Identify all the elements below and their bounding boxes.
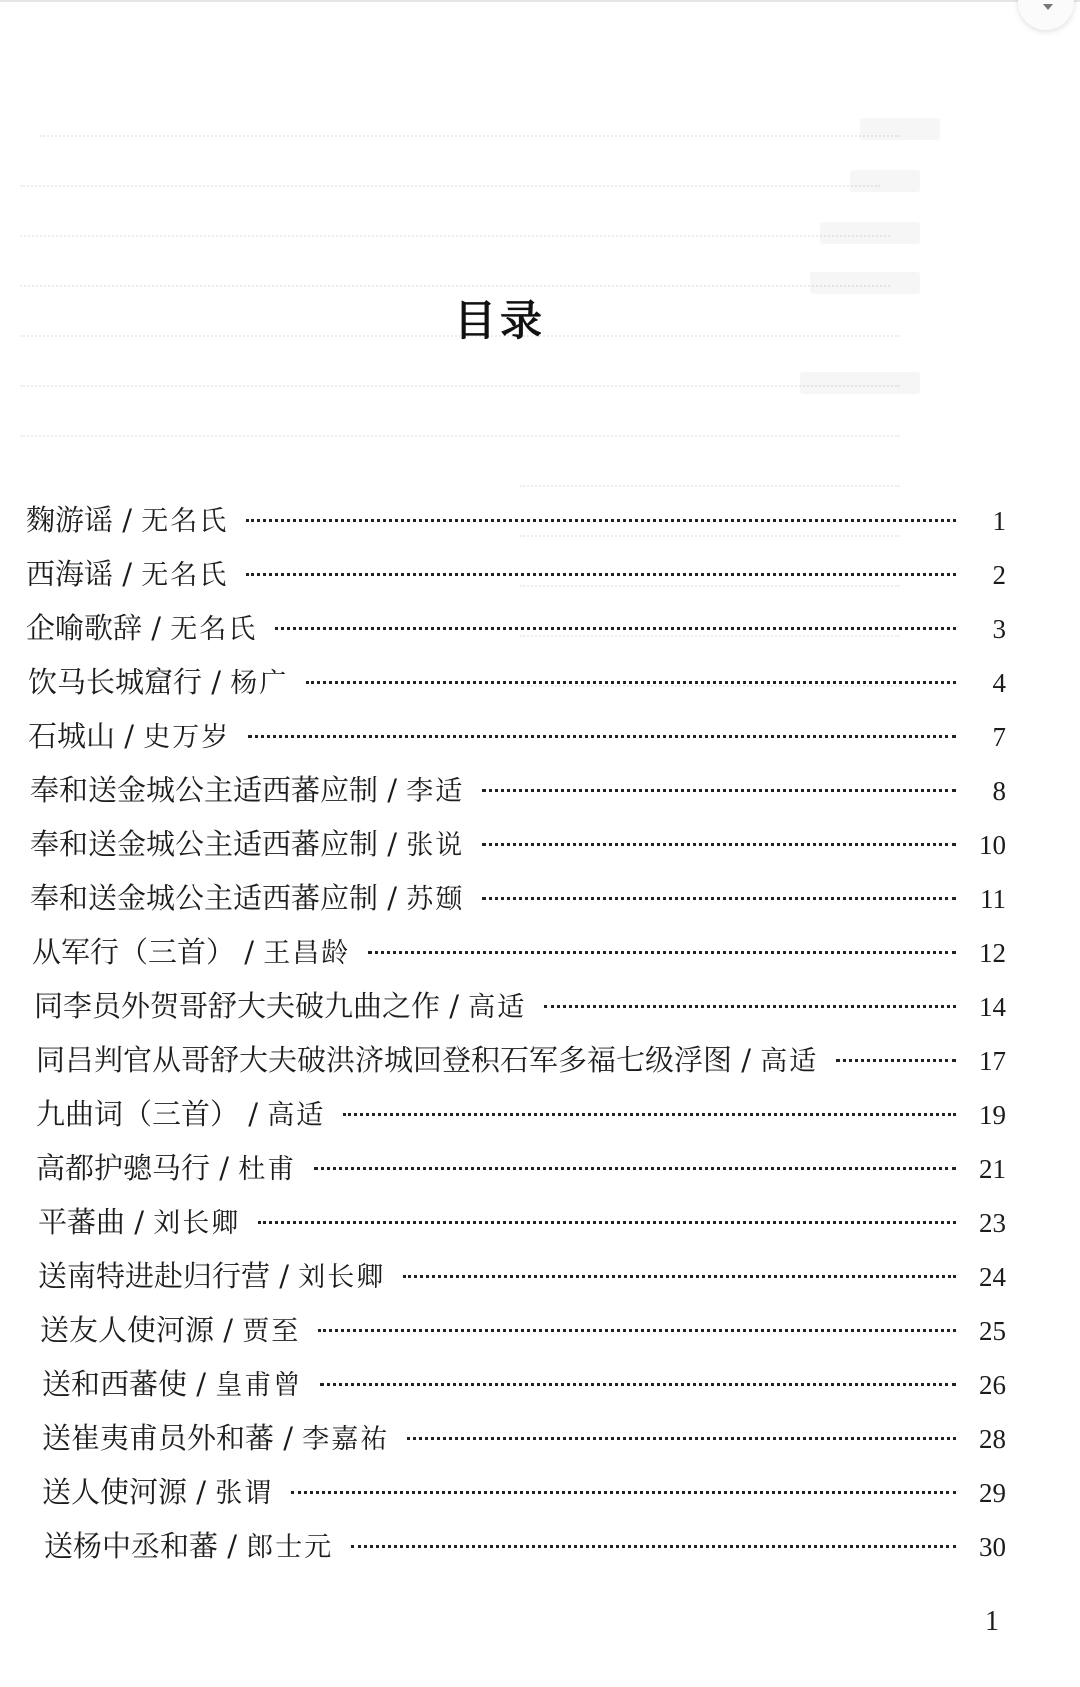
title-author-separator: / xyxy=(125,1205,154,1239)
toc-entry-page: 23 xyxy=(979,1208,1006,1238)
title-author-separator: / xyxy=(214,1313,243,1347)
title-author-separator: / xyxy=(378,773,407,807)
toc-entry-title: 同李员外贺哥舒大夫破九曲之作 xyxy=(34,989,441,1023)
toc-entry[interactable] xyxy=(26,1256,1006,1310)
toc-entry-author: 杨广 xyxy=(230,668,289,699)
toc-entry-author: 郎士元 xyxy=(246,1532,334,1563)
toc-entry[interactable] xyxy=(26,986,1006,1040)
toc-entry-page: 24 xyxy=(979,1262,1006,1292)
toc-entry-page: 2 xyxy=(992,560,1006,590)
toc-entry[interactable] xyxy=(26,1526,1006,1580)
title-author-separator: / xyxy=(113,557,142,591)
toc-entry-author: 无名氏 xyxy=(141,506,229,537)
dot-leader xyxy=(368,949,956,954)
toc-entry-title: 送杨中丞和蕃 xyxy=(44,1529,219,1563)
toc-entry-title: 奉和送金城公主适西蕃应制 xyxy=(30,827,379,861)
title-author-separator: / xyxy=(113,503,142,537)
toc-entry[interactable] xyxy=(26,1418,1006,1472)
toc-entry[interactable] xyxy=(26,500,1006,554)
toc-entry-author: 苏颋 xyxy=(406,884,465,915)
toc-entry[interactable] xyxy=(26,1202,1006,1256)
toc-entry[interactable] xyxy=(26,1364,1006,1418)
toc-entry-author: 高适 xyxy=(468,992,527,1023)
toc-entry-title: 送和西蕃使 xyxy=(42,1367,188,1401)
toc-entry-author: 无名氏 xyxy=(170,614,258,645)
chevron-down-icon xyxy=(1043,4,1053,10)
toc-entry-title: 送友人使河源 xyxy=(40,1313,215,1347)
dot-leader xyxy=(544,1003,956,1008)
toc-entry-title: 西海谣 xyxy=(26,557,114,591)
toc-entry-author: 张谓 xyxy=(215,1478,274,1509)
toc-entry-title: 送崔夷甫员外和蕃 xyxy=(42,1421,275,1455)
toc-entry-author: 杜甫 xyxy=(238,1154,297,1185)
toc-entry-page: 11 xyxy=(980,884,1006,914)
dot-leader xyxy=(258,1219,956,1224)
toc-entry-page: 21 xyxy=(979,1154,1006,1184)
toc-entry-author: 张说 xyxy=(406,830,465,861)
toc-entry-page: 3 xyxy=(992,614,1006,644)
dot-leader xyxy=(248,733,956,738)
toc-entry-author: 刘长卿 xyxy=(153,1208,241,1239)
toc-entry-title: 奉和送金城公主适西蕃应制 xyxy=(30,773,379,807)
toc-entry-page: 14 xyxy=(979,992,1006,1022)
title-author-separator: / xyxy=(239,1097,268,1131)
toc-entry[interactable] xyxy=(26,1472,1006,1526)
dot-leader xyxy=(836,1057,956,1062)
dot-leader xyxy=(306,679,956,684)
toc-entry-page: 8 xyxy=(992,776,1006,806)
toc-entry[interactable] xyxy=(26,824,1006,878)
toc-entry-title: 从军行（三首） xyxy=(32,935,236,969)
title-author-separator: / xyxy=(270,1259,299,1293)
toc-entry-page: 17 xyxy=(979,1046,1006,1076)
toc-entry[interactable] xyxy=(26,770,1006,824)
toc-entry[interactable] xyxy=(26,932,1006,986)
toc-entry-author: 李适 xyxy=(406,776,465,807)
title-author-separator: / xyxy=(235,935,264,969)
toc-entry[interactable] xyxy=(26,878,1006,932)
dot-leader xyxy=(275,625,956,630)
toc-entry[interactable] xyxy=(26,1148,1006,1202)
toc-entry[interactable] xyxy=(26,716,1006,770)
title-author-separator: / xyxy=(732,1043,761,1077)
dot-leader xyxy=(246,571,956,576)
toc-entry-page: 7 xyxy=(992,722,1006,752)
toc-entry-title: 平蕃曲 xyxy=(38,1205,126,1239)
toc-entry-title: 同吕判官从哥舒大夫破洪济城回登积石军多福七级浮图 xyxy=(36,1043,733,1077)
toc-entry-page: 19 xyxy=(979,1100,1006,1130)
page-number: 1 xyxy=(985,1606,999,1637)
title-author-separator: / xyxy=(378,827,407,861)
toc-entry-title: 饮马长城窟行 xyxy=(28,665,203,699)
title-author-separator: / xyxy=(187,1367,216,1401)
dot-leader xyxy=(343,1111,956,1116)
toc-entry[interactable] xyxy=(26,608,1006,662)
toc-entry-page: 1 xyxy=(992,506,1006,536)
title-author-separator: / xyxy=(378,881,407,915)
title-author-separator: / xyxy=(115,719,144,753)
title-author-separator: / xyxy=(440,989,469,1023)
toc-entry-title: 九曲词（三首） xyxy=(36,1097,240,1131)
toc-entry-author: 高适 xyxy=(760,1046,819,1077)
toc-entry-page: 10 xyxy=(979,830,1006,860)
toc-entry-page: 12 xyxy=(979,938,1006,968)
title-author-separator: / xyxy=(274,1421,303,1455)
toc-entry-title: 高都护骢马行 xyxy=(36,1151,211,1185)
title-author-separator: / xyxy=(187,1475,216,1509)
dot-leader xyxy=(320,1381,956,1386)
toc-entry-author: 史万岁 xyxy=(143,722,231,753)
toc-entry-title: 奉和送金城公主适西蕃应制 xyxy=(30,881,379,915)
dot-leader xyxy=(482,895,956,900)
table-of-contents xyxy=(26,500,1006,1580)
title-author-separator: / xyxy=(210,1151,239,1185)
toc-entry[interactable] xyxy=(26,1040,1006,1094)
dot-leader xyxy=(351,1543,956,1548)
toc-entry-title: 企喻歌辞 xyxy=(26,611,143,645)
toc-entry[interactable] xyxy=(26,1310,1006,1364)
toc-entry-page: 30 xyxy=(979,1532,1006,1562)
toc-entry-author: 刘长卿 xyxy=(298,1262,386,1293)
viewer-top-border xyxy=(0,0,1080,2)
viewer-menu-button[interactable] xyxy=(1018,0,1074,30)
toc-entry[interactable] xyxy=(26,554,1006,608)
dot-leader xyxy=(318,1327,956,1332)
dot-leader xyxy=(407,1435,956,1440)
toc-entry-author: 王昌龄 xyxy=(263,938,351,969)
dot-leader xyxy=(482,787,956,792)
toc-entry-page: 29 xyxy=(979,1478,1006,1508)
toc-entry-title: 送人使河源 xyxy=(42,1475,188,1509)
dot-leader xyxy=(246,517,956,522)
toc-entry-author: 无名氏 xyxy=(141,560,229,591)
title-author-separator: / xyxy=(218,1529,247,1563)
toc-entry-title: 送南特进赴归行营 xyxy=(38,1259,271,1293)
title-author-separator: / xyxy=(142,611,171,645)
toc-entry-author: 皇甫曾 xyxy=(215,1370,303,1401)
toc-entry-author: 高适 xyxy=(267,1100,326,1131)
page-title: 目录 xyxy=(453,296,546,345)
toc-entry-author: 贾至 xyxy=(242,1316,301,1347)
toc-entry-page: 4 xyxy=(992,668,1006,698)
toc-entry-page: 25 xyxy=(979,1316,1006,1346)
toc-entry-page: 26 xyxy=(979,1370,1006,1400)
dot-leader xyxy=(291,1489,956,1494)
toc-entry-author: 李嘉祐 xyxy=(302,1424,390,1455)
dot-leader xyxy=(403,1273,956,1278)
toc-entry-page: 28 xyxy=(979,1424,1006,1454)
dot-leader xyxy=(482,841,956,846)
dot-leader xyxy=(314,1165,956,1170)
toc-entry-title: 麴游谣 xyxy=(26,503,114,537)
title-author-separator: / xyxy=(202,665,231,699)
toc-entry[interactable] xyxy=(26,662,1006,716)
toc-entry-title: 石城山 xyxy=(28,719,116,753)
toc-entry[interactable] xyxy=(26,1094,1006,1148)
